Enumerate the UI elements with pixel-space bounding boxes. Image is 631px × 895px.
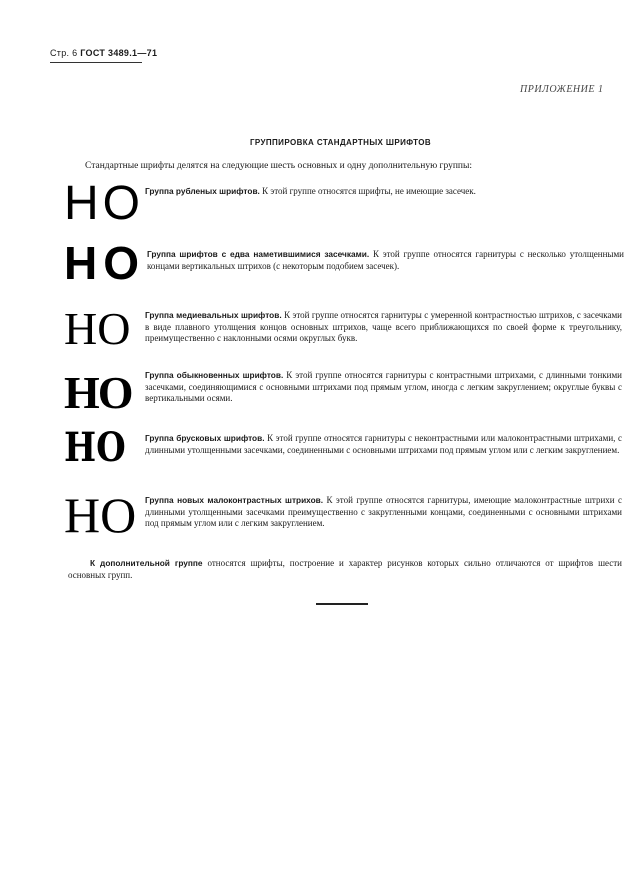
group-text: К этой группе относятся шрифты, не имеющие засечек. <box>259 186 476 196</box>
group-text: К этой группе относятся гарнитуры, имеющие малоконтрастные штрихи с длинными утолщенными засечками преимущественно с закругленными концами, соединенными с основными штрихами под прямым углом или с легким закруглением. <box>145 495 622 528</box>
group-lead: Группа новых малоконтрастных штрихов. <box>145 495 324 505</box>
group-description <box>147 249 624 272</box>
group-description <box>145 433 622 456</box>
final-paragraph <box>68 557 622 581</box>
group-lead: Группа медиевальных шрифтов. <box>145 310 282 320</box>
group-lead: Группа обыкновенных шрифтов. <box>145 370 284 380</box>
page-header <box>50 48 157 58</box>
group-description <box>145 370 622 405</box>
group-lead: Группа рубленых шрифтов. <box>145 186 260 196</box>
end-rule <box>316 603 368 605</box>
font-sample-sans: НО <box>64 177 144 230</box>
intro-paragraph: Стандартные шрифты делятся на следующие шесть основных и одну дополнительную группы: <box>85 161 473 171</box>
final-lead: К дополнительной группе <box>90 558 203 568</box>
group-description <box>145 495 622 530</box>
font-sample-semi-serif: НО <box>64 237 145 289</box>
group-text: К этой группе относятся гарнитуры с неконтрастными или малоконтрастными штрихами, с длинными утолщенными засечками, соединенными с основными штрихами под прямым углом или с легким закруглением. <box>145 433 622 455</box>
appendix-label: ПРИЛОЖЕНИЕ 1 <box>520 84 604 95</box>
group-description <box>145 310 622 345</box>
group-description <box>145 186 622 198</box>
font-sample-slab: НО <box>64 424 126 471</box>
group-lead: Группа шрифтов с едва наметившимися засечками. <box>147 249 370 259</box>
final-text: относятся шрифты, построение и характер рисунков которых сильно отличаются от шрифтов шести основных групп. <box>68 558 622 580</box>
page-number: Стр. 6 <box>50 48 78 58</box>
font-sample-medieval: НО <box>64 303 131 354</box>
standard-number: ГОСТ 3489.1—71 <box>80 48 158 58</box>
page-title: ГРУППИРОВКА СТАНДАРТНЫХ ШРИФТОВ <box>249 138 432 147</box>
header-rule <box>50 62 142 63</box>
group-text: К этой группе относятся гарнитуры с контрастными штрихами, с длинными тонкими засечками, соединяющимися с основными штрихами под прямым углом, иногда с легким закруглением; округлые буквы с вертикальными осями. <box>145 370 622 403</box>
group-text: К этой группе относятся гарнитуры с несколько утолщенными концами вертикальных штрихов (с некоторым подобием засечек). <box>147 249 624 271</box>
group-text: К этой группе относятся гарнитуры с умеренной контрастностью штрихов, с засечками в виде плавного утолщения концов основных штрихов, чаще всего приближающихся по своей форме к треугольнику, преимущественно с наклонными осями округлых букв. <box>145 310 622 343</box>
font-sample-new-low-contrast: НО <box>64 487 137 543</box>
group-lead: Группа брусковых шрифтов. <box>145 433 265 443</box>
font-sample-ordinary: НО <box>64 367 132 418</box>
